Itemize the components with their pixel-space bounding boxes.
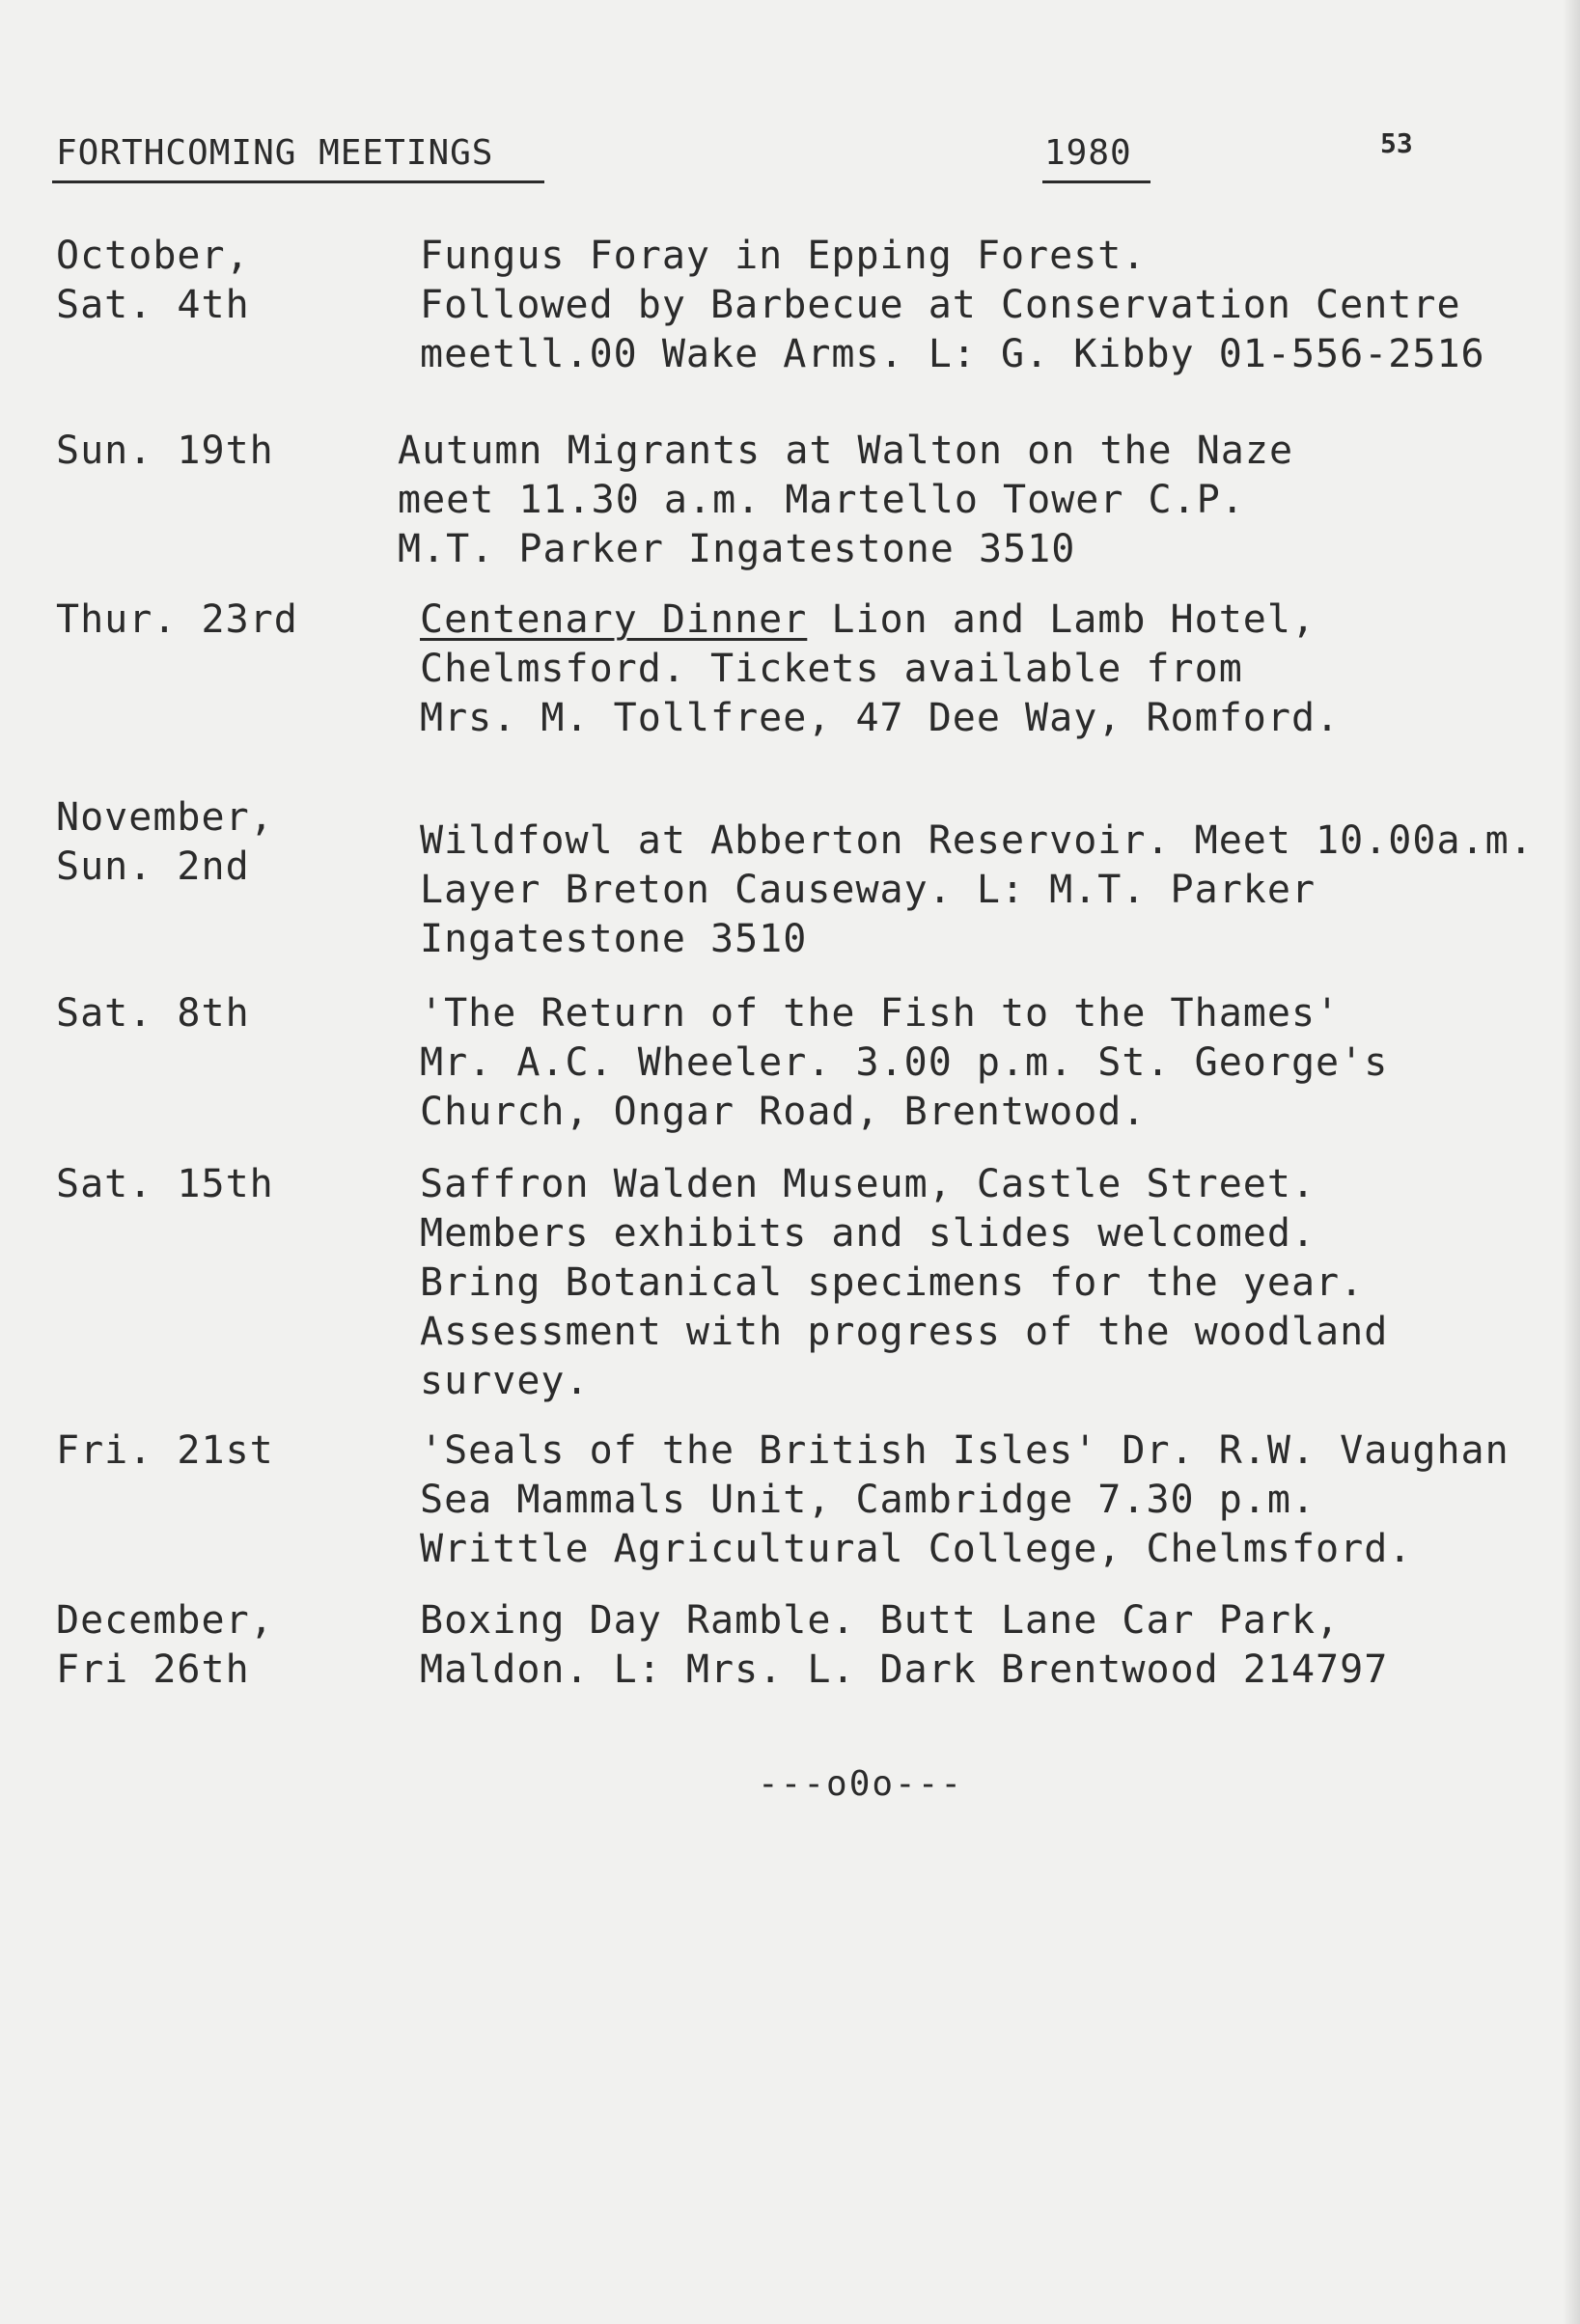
meeting-description	[420, 989, 1388, 1137]
desc-line: Maldon. L: Mrs. L. Dark Brentwood 214797	[420, 1647, 1389, 1692]
desc-line: Sea Mammals Unit, Cambridge 7.30 p.m.	[420, 1478, 1317, 1522]
desc-line: Assessment with progress of the woodland	[420, 1310, 1389, 1354]
meeting-date	[56, 1596, 274, 1695]
date-line: November,	[56, 795, 274, 840]
desc-line: Followed by Barbecue at Conservation Centre	[420, 283, 1461, 327]
date-line: Sun. 2nd	[56, 844, 250, 889]
date-line: Sun. 19th	[56, 429, 274, 473]
desc-line: survey.	[420, 1359, 590, 1403]
desc-line: Mrs. M. Tollfree, 47 Dee Way, Romford.	[420, 696, 1341, 740]
meeting-date	[56, 427, 274, 476]
desc-line: meet 11.30 a.m. Martello Tower C.P.	[398, 478, 1245, 522]
meeting-date	[56, 989, 250, 1038]
desc-line: Mr. A.C. Wheeler. 3.00 p.m. St. George's	[420, 1040, 1389, 1085]
meeting-date	[56, 595, 298, 645]
date-line: Fri 26th	[56, 1647, 250, 1692]
meeting-date	[56, 232, 250, 330]
meeting-description	[420, 595, 1340, 743]
date-line: Sat. 8th	[56, 991, 250, 1036]
date-line: Sat. 4th	[56, 283, 250, 327]
page-number: 53	[1380, 127, 1413, 159]
desc-line: Writtle Agricultural College, Chelmsford.	[420, 1527, 1413, 1571]
title-underline	[52, 180, 544, 183]
desc-line: Bring Botanical specimens for the year.	[420, 1260, 1365, 1305]
desc-line-rest: Lion and Lamb Hotel,	[807, 597, 1317, 642]
desc-line: M.T. Parker Ingatestone 3510	[398, 527, 1076, 571]
year-label: 1980	[1044, 133, 1132, 173]
desc-line: Wildfowl at Abberton Reservoir. Meet 10.00a.m.	[420, 818, 1534, 863]
desc-line: Church, Ongar Road, Brentwood.	[420, 1090, 1147, 1134]
desc-line: Fungus Foray in Epping Forest.	[420, 234, 1147, 278]
meeting-description	[420, 816, 1534, 964]
date-line: October,	[56, 234, 250, 278]
meeting-date	[56, 1426, 274, 1476]
date-line: Thur. 23rd	[56, 597, 298, 642]
meeting-description	[420, 1596, 1388, 1695]
meeting-description	[420, 1426, 1510, 1574]
date-line: Sat. 15th	[56, 1162, 274, 1206]
date-line: Fri. 21st	[56, 1428, 274, 1473]
year-underline	[1042, 180, 1150, 183]
underlined-event-title: Centenary Dinner	[420, 597, 808, 642]
desc-line: Layer Breton Causeway. L: M.T. Parker	[420, 868, 1317, 912]
desc-line: Ingatestone 3510	[420, 917, 808, 961]
desc-line	[420, 595, 1340, 645]
desc-line: Boxing Day Ramble. Butt Lane Car Park,	[420, 1598, 1341, 1643]
meeting-date	[56, 793, 274, 892]
end-separator: ---o0o---	[758, 1764, 964, 1804]
desc-line: Saffron Walden Museum, Castle Street.	[420, 1162, 1317, 1206]
desc-line: meetll.00 Wake Arms. L: G. Kibby 01-556-2516	[420, 332, 1485, 376]
meeting-description	[420, 1160, 1388, 1406]
meeting-description	[420, 232, 1485, 379]
desc-line: Chelmsford. Tickets available from	[420, 647, 1243, 691]
meeting-description	[398, 427, 1293, 574]
desc-line: Members exhibits and slides welcomed.	[420, 1211, 1317, 1256]
date-line: December,	[56, 1598, 274, 1643]
desc-line: Autumn Migrants at Walton on the Naze	[398, 429, 1294, 473]
meeting-date	[56, 1160, 274, 1209]
page-title: FORTHCOMING MEETINGS	[56, 133, 494, 173]
desc-line: 'The Return of the Fish to the Thames'	[420, 991, 1341, 1036]
desc-line: 'Seals of the British Isles' Dr. R.W. Vaughan	[420, 1428, 1510, 1473]
